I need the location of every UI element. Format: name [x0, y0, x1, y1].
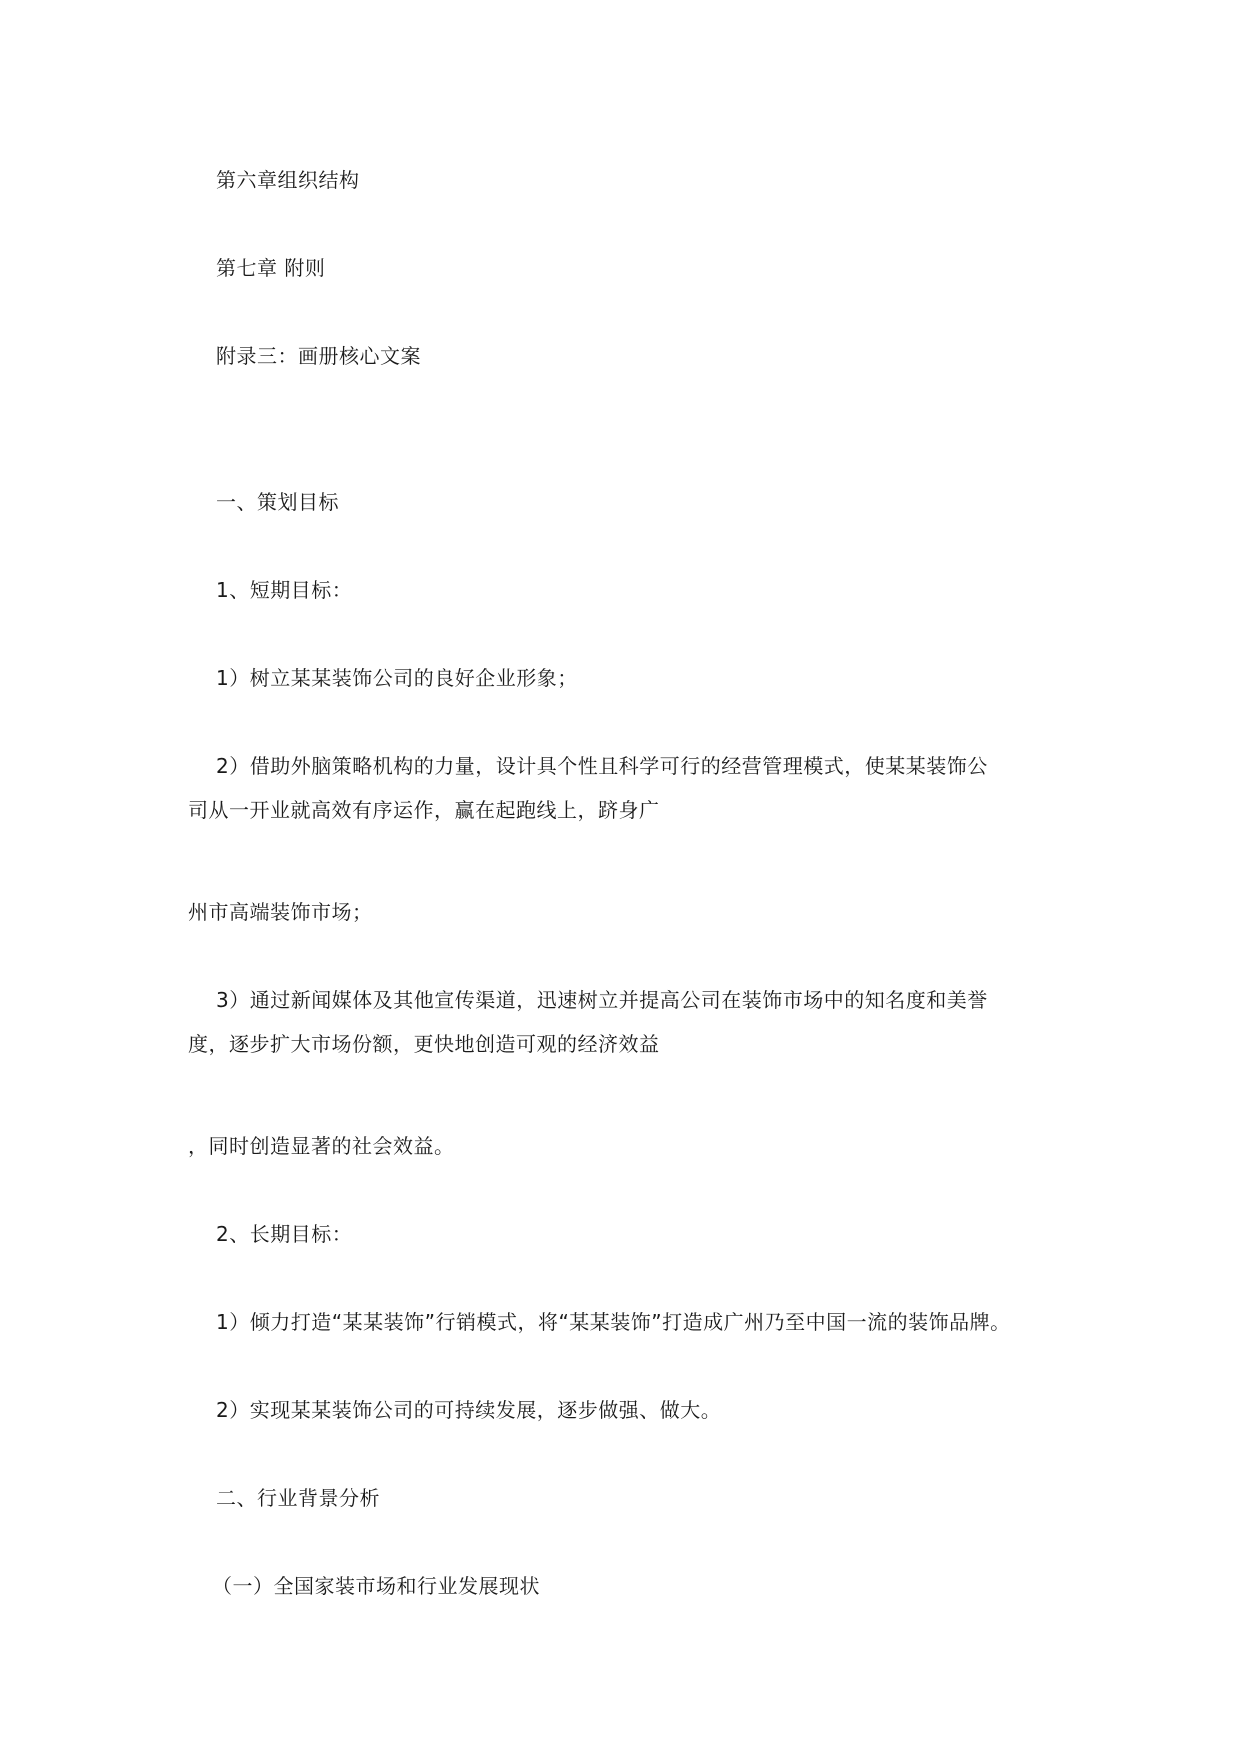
short-term-item-3-line-1: 3）通过新闻媒体及其他宣传渠道，迅速树立并提高公司在装饰市场中的知名度和美誉 [216, 988, 988, 1012]
long-term-item-1: 1）倾力打造“某某装饰”行销模式，将“某某装饰”打造成广州乃至中国一流的装饰品牌。 [216, 1310, 1011, 1334]
short-term-item-2-line-2: 司从一开业就高效有序运作，赢在起跑线上，跻身广 [188, 798, 660, 822]
toc-chapter-6: 第六章组织结构 [216, 168, 360, 192]
subsection-national-market: （一）全国家装市场和行业发展现状 [212, 1574, 540, 1598]
long-term-title: 2、长期目标： [216, 1222, 353, 1246]
short-term-item-2-line-1: 2）借助外脑策略机构的力量，设计具个性且科学可行的经营管理模式，使某某装饰公 [216, 754, 988, 778]
section-heading-industry: 二、行业背景分析 [216, 1486, 380, 1510]
short-term-item-3-line-3: ，同时创造显著的社会效益。 [188, 1134, 455, 1158]
toc-chapter-7: 第七章 附则 [216, 256, 326, 280]
short-term-item-3-line-2: 度，逐步扩大市场份额，更快地创造可观的经济效益 [188, 1032, 660, 1056]
long-term-item-2: 2）实现某某装饰公司的可持续发展，逐步做强、做大。 [216, 1398, 722, 1422]
short-term-title: 1、短期目标： [216, 578, 353, 602]
short-term-item-2-line-3: 州市高端装饰市场； [188, 900, 373, 924]
short-term-item-1: 1）树立某某装饰公司的良好企业形象； [216, 666, 578, 690]
section-heading-goals: 一、策划目标 [216, 490, 339, 514]
toc-appendix-3: 附录三：画册核心文案 [216, 344, 421, 368]
